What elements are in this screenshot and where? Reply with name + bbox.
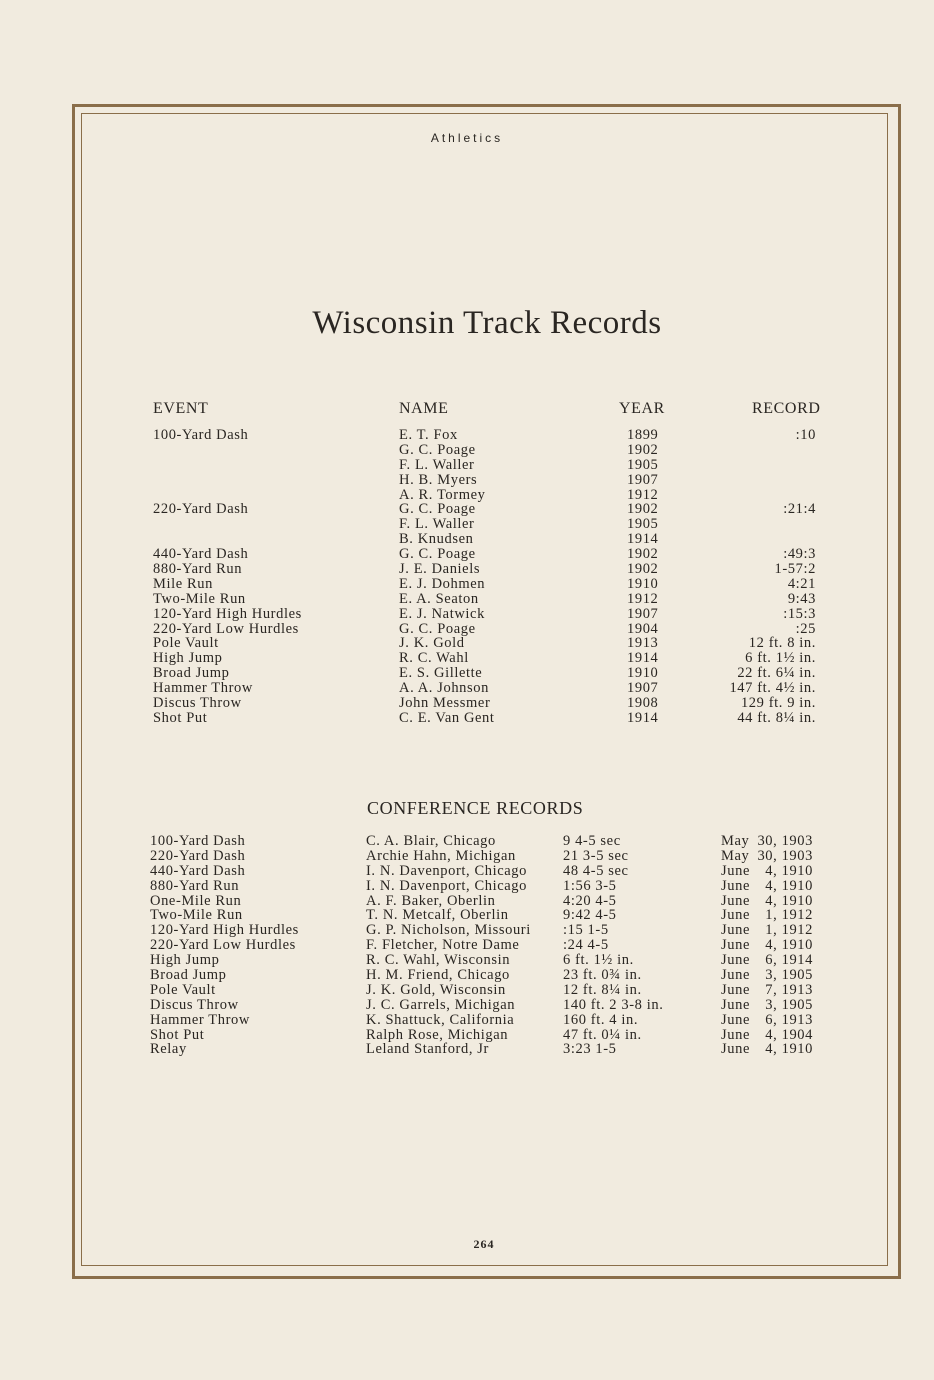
record-year: 1908 <box>627 695 659 712</box>
record-holder: H. B. Myers <box>399 471 478 488</box>
record-mark <box>700 532 816 547</box>
record-mark: :49:3 <box>783 546 816 563</box>
record-mark: 1-57:2 <box>774 561 816 578</box>
record-mark: 129 ft. 9 in. <box>740 695 816 712</box>
conference-record-column <box>563 834 663 1057</box>
record-year: 1905 <box>627 516 659 533</box>
record-event: 100-Yard Dash <box>153 427 249 443</box>
conference-date: 3, 1905 <box>765 996 813 1013</box>
record-mark: :25 <box>795 620 816 637</box>
header-name: NAME <box>399 400 449 417</box>
conference-holder: J. K. Gold, Wisconsin <box>366 981 506 998</box>
conference-event: Relay <box>150 1041 187 1058</box>
conference-mark: 6 ft. 1½ in. <box>563 952 634 969</box>
page-title: Wisconsin Track Records <box>312 305 662 341</box>
wisconsin-record-column <box>700 428 816 726</box>
record-mark: :15:3 <box>783 605 816 622</box>
conference-holder: R. C. Wahl, Wisconsin <box>366 952 511 969</box>
conference-mark: 12 ft. 8¼ in. <box>563 981 642 998</box>
record-event: Pole Vault <box>153 635 219 652</box>
record-holder: F. L. Waller <box>399 516 475 533</box>
conference-mark: 9 4-5 sec <box>563 833 621 849</box>
record-year: 1902 <box>627 441 659 458</box>
conference-month: June <box>721 1011 750 1028</box>
conference-holder: H. M. Friend, Chicago <box>366 967 510 984</box>
record-mark <box>700 517 816 532</box>
record-event <box>153 458 302 473</box>
record-year: 1907 <box>627 605 659 622</box>
conference-holder: G. P. Nicholson, Missouri <box>366 922 531 939</box>
record-year: 1910 <box>627 575 659 592</box>
conference-event: Shot Put <box>150 1026 205 1043</box>
conference-event: Discus Throw <box>150 996 239 1013</box>
record-mark: 44 ft. 8¼ in. <box>737 709 816 726</box>
record-holder: A. R. Tormey <box>399 486 486 503</box>
conference-month: June <box>721 877 750 894</box>
conference-event: 220-Yard Low Hurdles <box>150 937 296 954</box>
record-year: 1902 <box>627 561 659 578</box>
record-holder: E. S. Gillette <box>399 665 483 682</box>
record-holder: G. C. Poage <box>399 620 476 637</box>
record-mark: 22 ft. 6¼ in. <box>737 665 816 682</box>
conference-month: June <box>721 996 750 1013</box>
record-year: 1907 <box>627 680 659 697</box>
record-mark: :10 <box>795 427 816 443</box>
conference-date: 4, 1910 <box>765 877 813 894</box>
record-holder: J. E. Daniels <box>399 561 481 578</box>
conference-month: June <box>721 967 750 984</box>
conference-date: 4, 1910 <box>765 892 813 909</box>
conference-holder: F. Fletcher, Notre Dame <box>366 937 520 954</box>
conference-holder: I. N. Davenport, Chicago <box>366 862 527 879</box>
record-event <box>153 532 302 547</box>
record-event <box>153 517 302 532</box>
record-holder: A. A. Johnson <box>399 680 489 697</box>
record-holder: G. C. Poage <box>399 546 476 563</box>
conference-mark: 1:56 3-5 <box>563 877 617 894</box>
record-holder: G. C. Poage <box>399 441 476 458</box>
record-year: 1912 <box>627 590 659 607</box>
record-event <box>153 488 302 503</box>
conference-date: 7, 1913 <box>765 981 813 998</box>
conference-event: 880-Yard Run <box>150 877 240 894</box>
conference-date: 3, 1905 <box>765 967 813 984</box>
record-event: Two-Mile Run <box>153 590 246 607</box>
conference-event: 440-Yard Dash <box>150 862 246 879</box>
record-event: 220-Yard Dash <box>153 501 249 518</box>
conference-mark: 23 ft. 0¾ in. <box>563 967 642 984</box>
record-mark: 147 ft. 4½ in. <box>729 680 816 697</box>
record-event: Shot Put <box>153 709 208 726</box>
record-year: 1899 <box>627 427 659 443</box>
record-mark: 6 ft. 1½ in. <box>745 650 816 667</box>
record-year: 1904 <box>627 620 659 637</box>
record-event: 880-Yard Run <box>153 561 243 578</box>
conference-event: High Jump <box>150 952 220 969</box>
record-holder: J. K. Gold <box>399 635 465 652</box>
conference-holder: J. C. Garrels, Michigan <box>366 996 516 1013</box>
conference-date: 6, 1914 <box>765 952 813 969</box>
conference-date: 30, 1903 <box>757 847 813 864</box>
conference-name-column <box>366 834 531 1057</box>
conference-mark: 47 ft. 0¼ in. <box>563 1026 642 1043</box>
conference-holder: Ralph Rose, Michigan <box>366 1026 509 1043</box>
running-head: Athletics <box>430 131 504 145</box>
conference-month: June <box>721 862 750 879</box>
record-year: 1912 <box>627 486 659 503</box>
record-holder: C. E. Van Gent <box>399 709 495 726</box>
conference-date: 30, 1903 <box>757 833 813 849</box>
record-holder: F. L. Waller <box>399 456 475 473</box>
conference-holder: A. F. Baker, Oberlin <box>366 892 496 909</box>
record-mark <box>700 488 816 503</box>
conference-event: Hammer Throw <box>150 1011 250 1028</box>
record-year: 1902 <box>627 501 659 518</box>
conference-event: Two-Mile Run <box>150 907 243 924</box>
conference-month: June <box>721 907 750 924</box>
record-holder: John Messmer <box>399 695 491 712</box>
conference-event: 120-Yard High Hurdles <box>150 922 299 939</box>
record-holder: E. J. Natwick <box>399 605 485 622</box>
conference-month: June <box>721 981 750 998</box>
record-event: Hammer Throw <box>153 680 253 697</box>
record-mark: :21:4 <box>783 501 816 518</box>
record-mark: 4:21 <box>787 575 816 592</box>
page-number: 264 <box>473 1237 495 1251</box>
conference-mark: 21 3-5 sec <box>563 847 629 864</box>
conference-month: June <box>721 952 750 969</box>
conference-holder: K. Shattuck, California <box>366 1011 515 1028</box>
record-event: High Jump <box>153 650 223 667</box>
record-mark: 9:43 <box>787 590 816 607</box>
conference-date: 4, 1904 <box>765 1026 813 1043</box>
conference-event: 100-Yard Dash <box>150 833 246 849</box>
record-event: 120-Yard High Hurdles <box>153 605 302 622</box>
record-holder: E. T. Fox <box>399 427 458 443</box>
conference-holder: Archie Hahn, Michigan <box>366 847 516 864</box>
conference-month: June <box>721 1041 750 1058</box>
record-mark: 12 ft. 8 in. <box>748 635 816 652</box>
conference-date: 4, 1910 <box>765 937 813 954</box>
record-year: 1905 <box>627 456 659 473</box>
conference-date: 4, 1910 <box>765 862 813 879</box>
conference-month: June <box>721 892 750 909</box>
conference-event: One-Mile Run <box>150 892 242 909</box>
conference-date-column <box>740 834 813 1057</box>
conference-mark: :15 1-5 <box>563 922 609 939</box>
conference-holder: I. N. Davenport, Chicago <box>366 877 527 894</box>
wisconsin-event-column <box>153 428 302 726</box>
conference-event: Pole Vault <box>150 981 216 998</box>
record-holder: G. C. Poage <box>399 501 476 518</box>
conference-holder: Leland Stanford, Jr <box>366 1041 489 1058</box>
conference-records-title: CONFERENCE RECORDS <box>367 798 584 818</box>
conference-mark: 9:42 4-5 <box>563 907 617 924</box>
record-holder: E. A. Seaton <box>399 590 479 607</box>
record-event: 440-Yard Dash <box>153 546 249 563</box>
record-event: 220-Yard Low Hurdles <box>153 620 299 637</box>
record-year: 1914 <box>627 650 659 667</box>
record-holder: E. J. Dohmen <box>399 575 486 592</box>
conference-date: 1, 1912 <box>765 907 813 924</box>
record-event <box>153 473 302 488</box>
record-event: Discus Throw <box>153 695 242 712</box>
record-holder: B. Knudsen <box>399 531 474 548</box>
record-holder: R. C. Wahl <box>399 650 469 667</box>
conference-holder: C. A. Blair, Chicago <box>366 833 496 849</box>
header-record: RECORD <box>752 400 821 417</box>
header-event: EVENT <box>153 400 209 417</box>
record-mark <box>700 473 816 488</box>
record-year: 1910 <box>627 665 659 682</box>
record-mark <box>700 443 816 458</box>
record-event <box>153 443 302 458</box>
record-year: 1914 <box>627 709 659 726</box>
record-year: 1914 <box>627 531 659 548</box>
header-year: YEAR <box>619 400 665 417</box>
conference-mark: 48 4-5 sec <box>563 862 629 879</box>
conference-mark: :24 4-5 <box>563 937 609 954</box>
record-event: Mile Run <box>153 575 213 592</box>
conference-date: 4, 1910 <box>765 1041 813 1058</box>
conference-mark: 140 ft. 2 3-8 in. <box>563 996 664 1013</box>
record-mark <box>700 458 816 473</box>
conference-month: May <box>721 847 750 864</box>
conference-month: June <box>721 922 750 939</box>
conference-mark: 4:20 4-5 <box>563 892 617 909</box>
record-year: 1902 <box>627 546 659 563</box>
conference-event: 220-Yard Dash <box>150 847 246 864</box>
conference-month: May <box>721 833 750 849</box>
record-year: 1907 <box>627 471 659 488</box>
conference-month: June <box>721 1026 750 1043</box>
conference-mark: 160 ft. 4 in. <box>563 1011 639 1028</box>
conference-holder: T. N. Metcalf, Oberlin <box>366 907 509 924</box>
conference-event: Broad Jump <box>150 967 227 984</box>
conference-date: 1, 1912 <box>765 922 813 939</box>
record-year: 1913 <box>627 635 659 652</box>
wisconsin-name-column <box>399 428 495 726</box>
conference-event-column <box>150 834 299 1057</box>
conference-month: June <box>721 937 750 954</box>
conference-mark: 3:23 1-5 <box>563 1041 617 1058</box>
wisconsin-year-column <box>627 428 658 726</box>
conference-date: 6, 1913 <box>765 1011 813 1028</box>
record-event: Broad Jump <box>153 665 230 682</box>
